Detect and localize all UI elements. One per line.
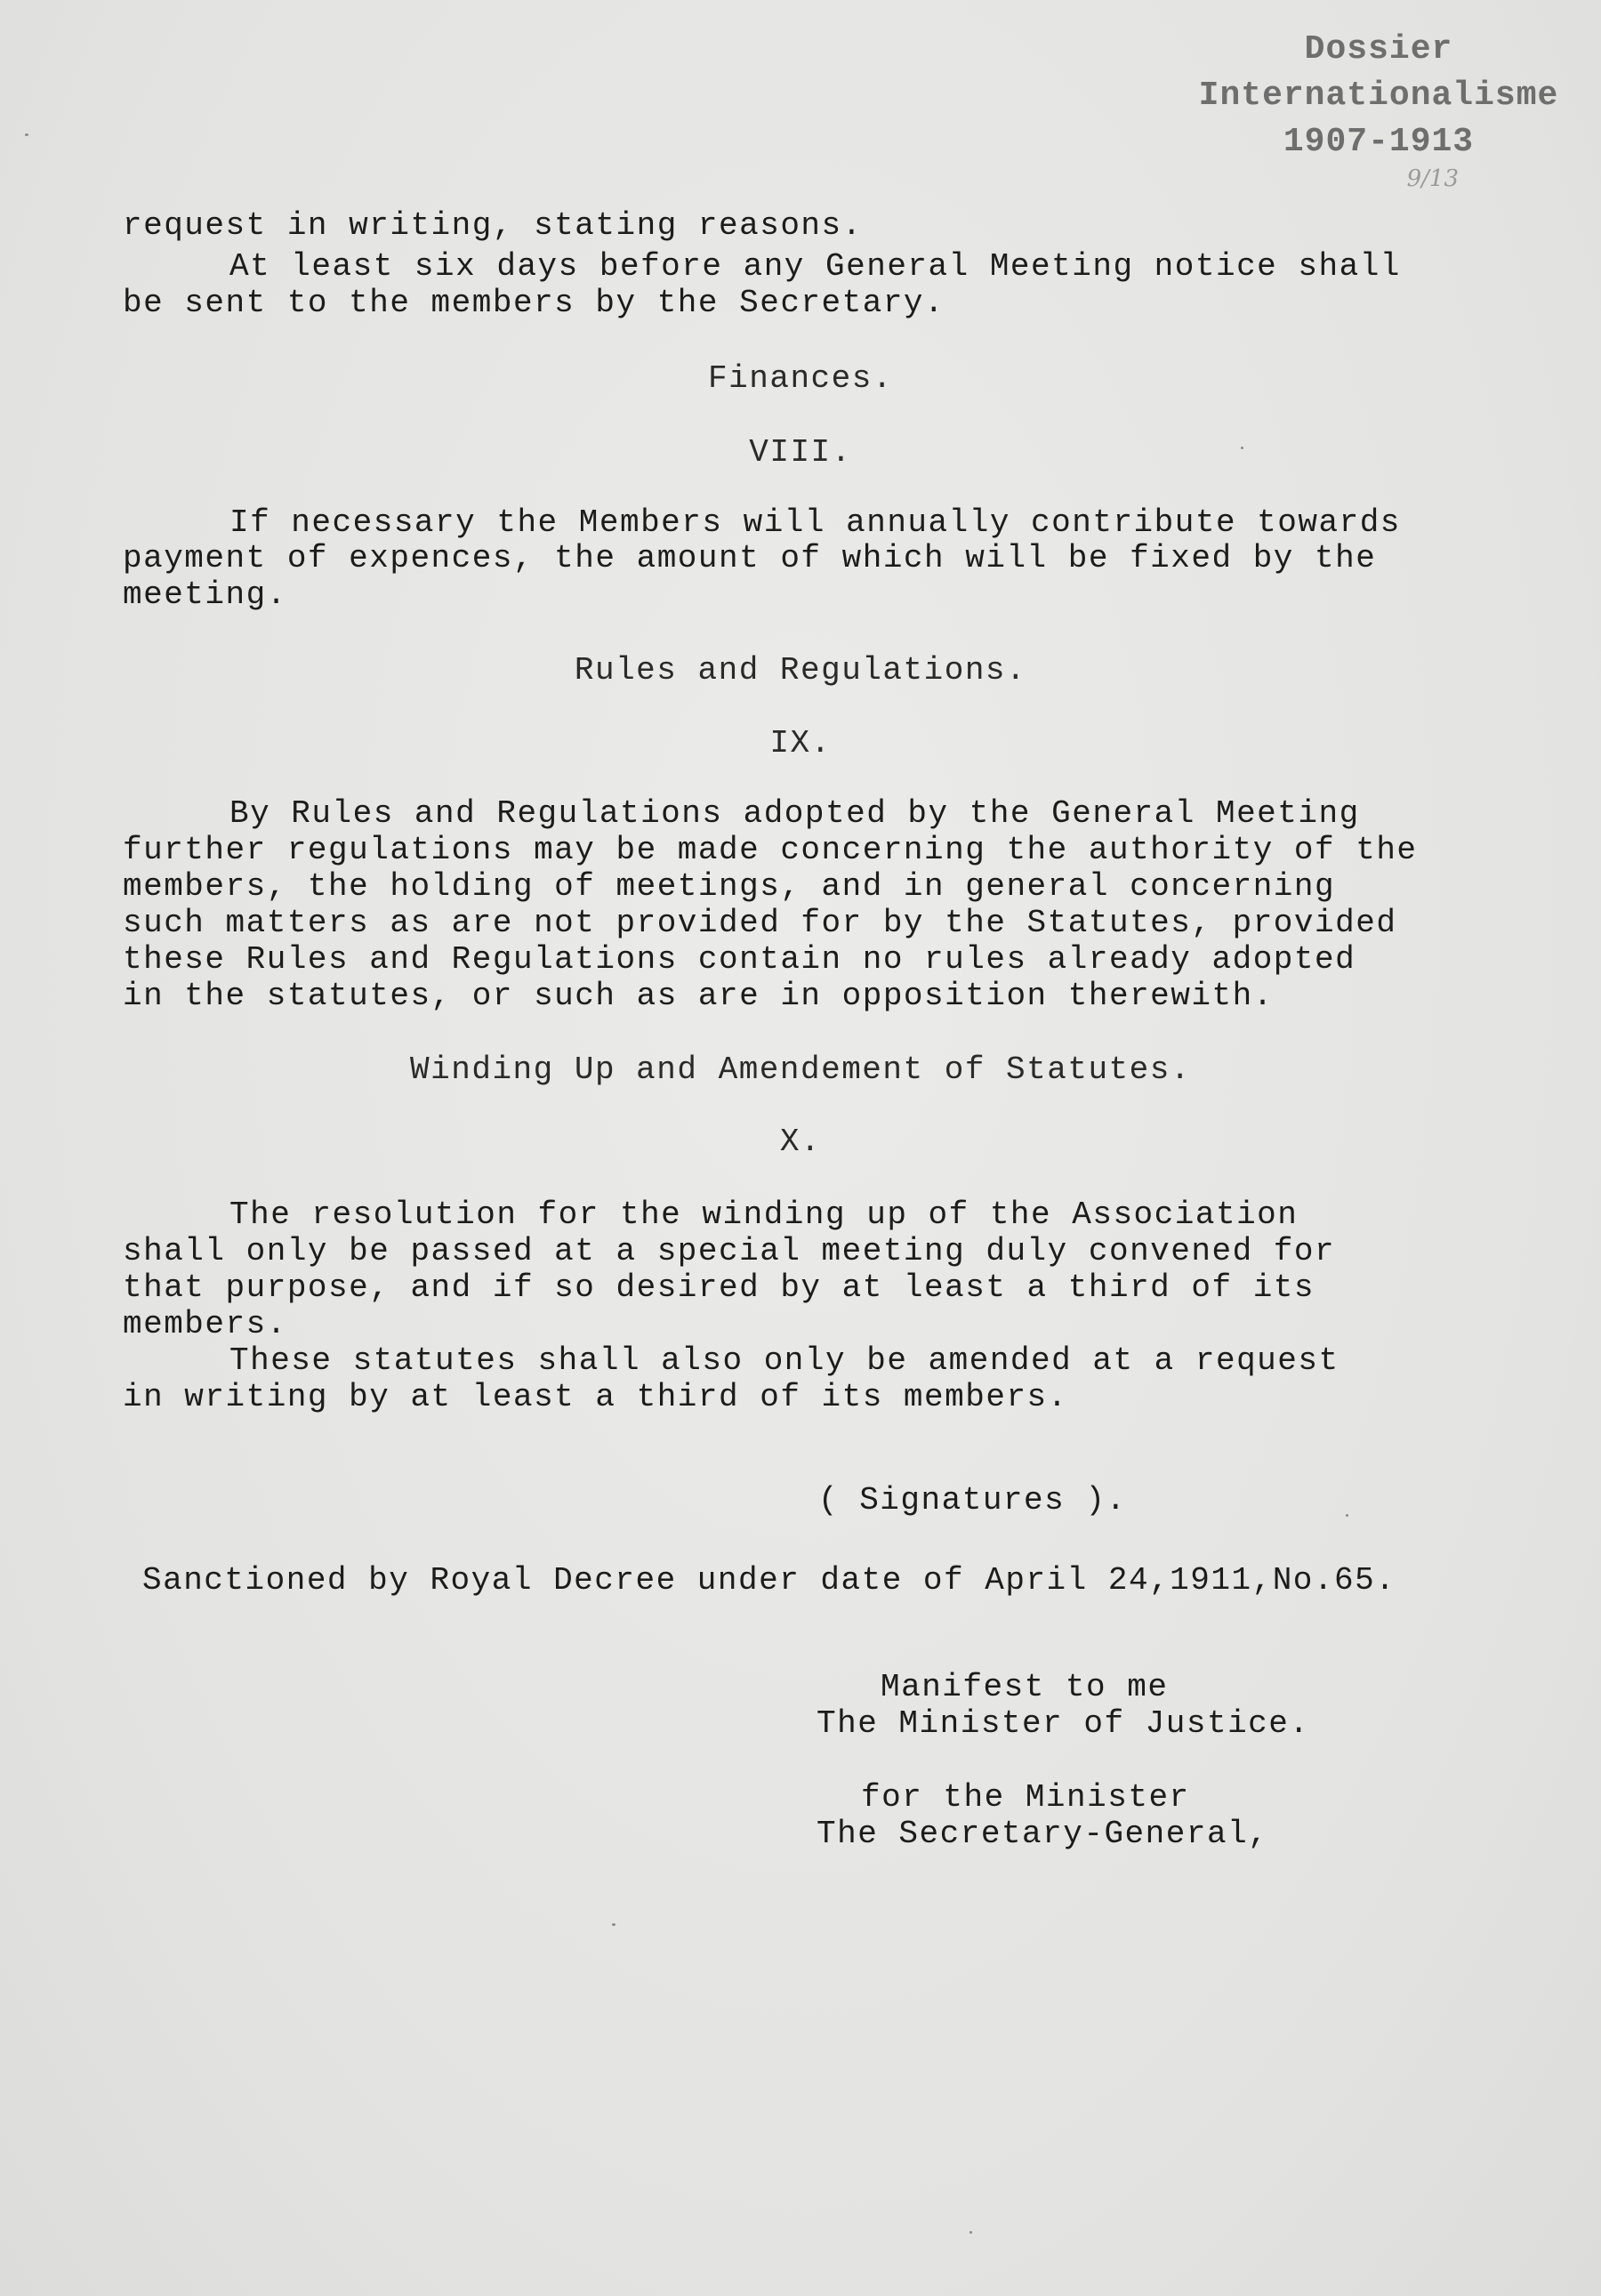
paper-speck [1241,447,1243,449]
paper-speck [25,133,28,136]
stamp-subject: Internationalisme [1198,77,1559,115]
manifest-line: Manifest to me [881,1669,1169,1705]
stamp-title: Dossier [1304,30,1453,68]
secretary-general-line: The Secretary-General, [817,1816,1269,1852]
text-line: members. [123,1306,287,1342]
text-line: These statutes shall also only be amended at a request [229,1342,1340,1379]
text-line: payment of expences, the amount of which will be fixed by the [123,540,1377,576]
paper-speck [969,2231,972,2234]
paper-speck [612,1923,615,1926]
royal-decree-sanction: Sanctioned by Royal Decree under date of April 24,1911,No.65. [142,1562,1396,1599]
handwritten-folio: 9/13 [1406,165,1459,192]
text-line: in writing by at least a third of its members. [123,1379,1068,1415]
article-numeral-x: X. [779,1124,822,1160]
archive-stamp [1192,27,1565,192]
section-heading-rules: Rules and Regulations. [574,652,1027,689]
text-line: these Rules and Regulations contain no rules already adopted [123,941,1356,978]
paper-speck [1346,1514,1348,1517]
minister-of-justice-line: The Minister of Justice. [817,1705,1310,1742]
article-numeral-ix: IX. [769,725,832,761]
text-line: further regulations may be made concerning the authority of the [123,832,1418,868]
section-heading-winding-up: Winding Up and Amendement of Statutes. [410,1051,1191,1088]
text-line: that purpose, and if so desired by at least a third of its [123,1269,1315,1306]
text-line: meeting. [123,576,287,613]
text-line: By Rules and Regulations adopted by the General Meeting [229,795,1360,832]
text-line: The resolution for the winding up of the Association [229,1196,1299,1233]
text-line: request in writing, stating reasons. [123,207,863,244]
text-line: such matters as are not provided for by the Statutes, provided [123,905,1397,941]
article-numeral-viii: VIII. [749,434,852,471]
text-line: At least six days before any General Meeting notice shall [229,248,1401,285]
signatures-placeholder: ( Signatures ). [818,1482,1127,1519]
for-minister-line: for the Minister [861,1779,1190,1816]
text-line: be sent to the members by the Secretary. [123,285,945,321]
text-line: shall only be passed at a special meeting duly convened for [123,1233,1336,1269]
section-heading-finances: Finances. [708,360,893,397]
stamp-years: 1907-1913 [1283,123,1475,161]
text-line: in the statutes, or such as are in opposition therewith. [123,978,1274,1014]
text-line: If necessary the Members will annually contribute towards [229,504,1401,541]
text-line: members, the holding of meetings, and in general concerning [123,868,1336,905]
